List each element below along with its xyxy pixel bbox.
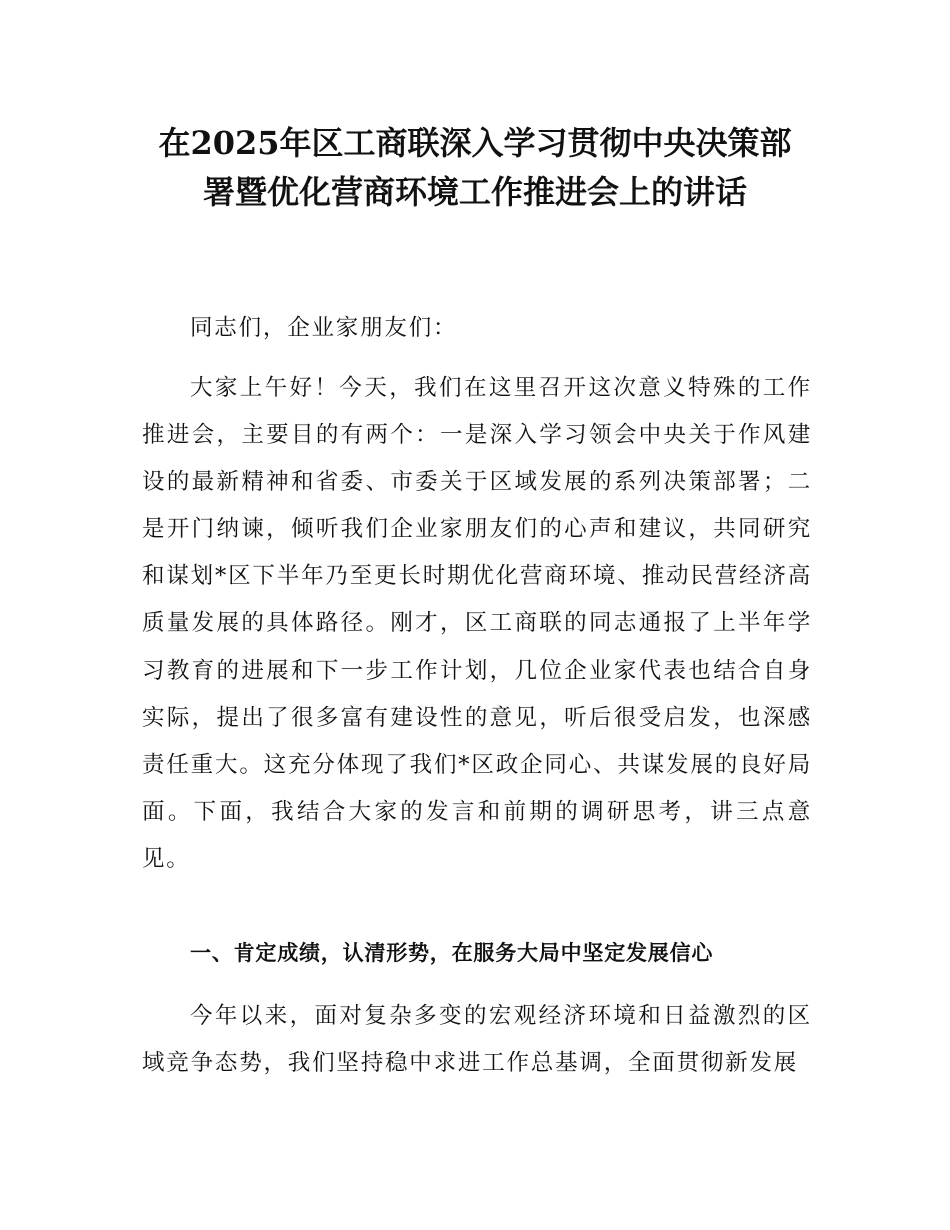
document-title-line-1: 在2025年区工商联深入学习贯彻中央决策部 (158, 124, 792, 162)
section-heading-1: 一、肯定成绩，认清形势，在服务大局中坚定发展信心 (190, 941, 714, 965)
salutation: 同志们，企业家朋友们： (190, 315, 458, 341)
document-title-line-2: 署暨优化营商环境工作推进会上的讲话 (202, 173, 747, 211)
opening-paragraph: 大家上午好！今天，我们在这里召开这次意义特殊的工作推进会，主要目的有两个：一是深入学习领会中央关于作风建设的最新精神和省委、市委关于区域发展的系列决策部署；二是开门纳谏，倾听我们企业家朋友们的心声和建议，共同研究和谋划*区下半年乃至更长时期优化营商环境、推动民营经济高质量发展的具体路径。刚才，区工商联的同志通报了上半年学习教育的进展和下一步工作计划，几位企业家代表也结合自身实际，提出了很多富有建设性的意见，听后很受启发，也深感责任重大。这充分体现了我们*区政企同心、共谋发展的良好局面。下面，我结合大家的发言和前期的调研思考，讲三点意见。 (142, 375, 812, 872)
section-1-paragraph: 今年以来，面对复杂多变的宏观经济环境和日益激烈的区域竞争态势，我们坚持稳中求进工作总基调，全面贯彻新发展 (142, 1003, 812, 1077)
